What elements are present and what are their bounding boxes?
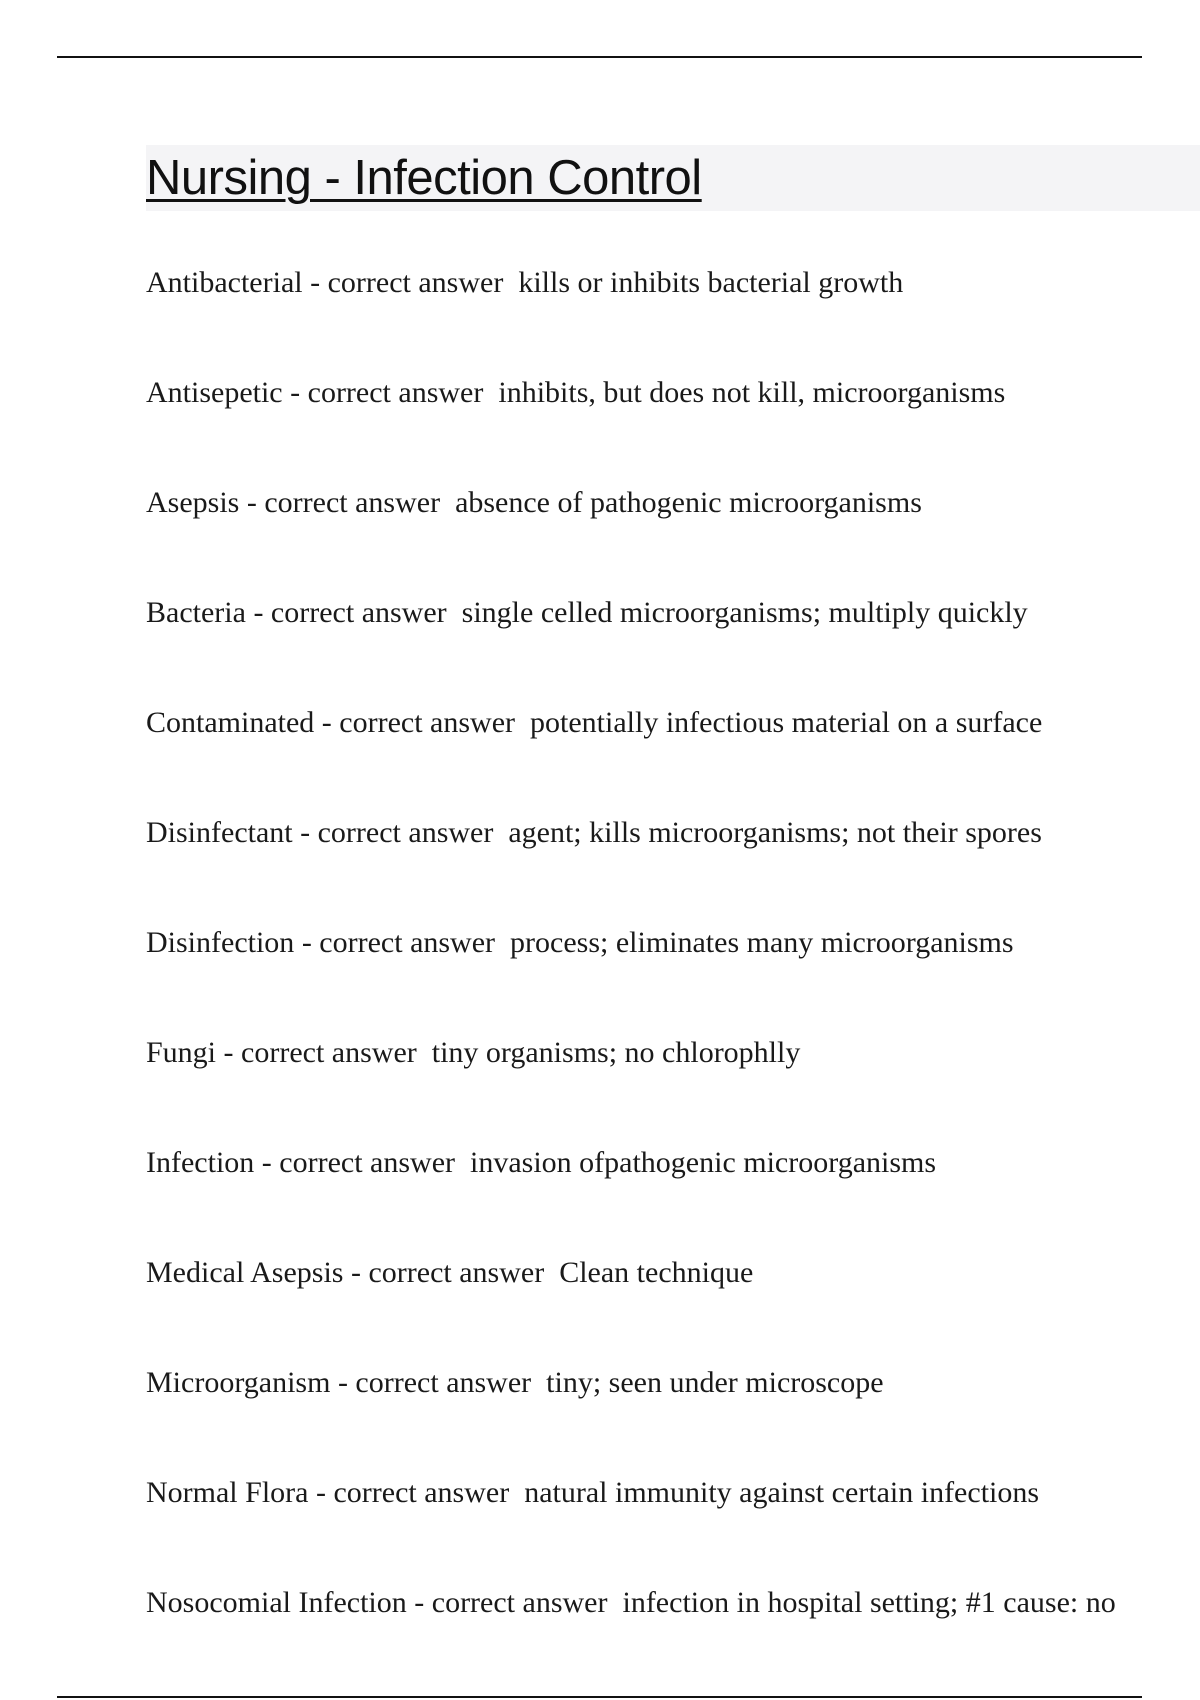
entry-definition: agent; kills microorganisms; not their spores: [508, 816, 1042, 849]
entry-term: Nosocomial Infection: [146, 1586, 407, 1619]
entry-definition: absence of pathogenic microorganisms: [455, 486, 922, 519]
entry-term: Fungi: [146, 1036, 217, 1069]
flashcard-entry: [146, 1138, 1200, 1248]
flashcard-entry: [146, 1468, 1200, 1578]
top-rule: [57, 56, 1142, 58]
entry-definition: process; eliminates many microorganisms: [510, 926, 1014, 959]
entry-term: Antisepetic: [146, 376, 283, 409]
entry-separator: - correct answer: [294, 926, 511, 959]
flashcard-entry: [146, 368, 1200, 478]
entry-term: Normal Flora: [146, 1476, 309, 1509]
entry-definition: invasion ofpathogenic microorganisms: [470, 1146, 937, 1179]
entry-term: Disinfection: [146, 926, 295, 959]
entry-definition: inhibits, but does not kill, microorganisms: [498, 376, 1006, 409]
flashcard-entry: [146, 698, 1200, 808]
flashcard-entry: [146, 478, 1200, 588]
flashcard-entry: [146, 808, 1200, 918]
bottom-rule: [57, 1696, 1142, 1698]
entry-separator: - correct answer: [343, 1256, 560, 1289]
entry-definition: infection in hospital setting; #1 cause: no: [622, 1586, 1116, 1619]
entry-separator: - correct answer: [216, 1036, 432, 1069]
entry-term: Antibacterial: [146, 266, 303, 299]
entry-term: Disinfectant: [146, 816, 293, 849]
entry-definition: potentially infectious material on a surface: [530, 706, 1043, 739]
flashcard-entry: [146, 588, 1200, 698]
entry-separator: - correct answer: [314, 706, 531, 739]
entry-separator: - correct answer: [406, 1586, 623, 1619]
entry-term: Microorganism: [146, 1366, 331, 1399]
entry-definition: Clean technique: [559, 1256, 754, 1289]
entry-separator: - correct answer: [330, 1366, 547, 1399]
entry-term: Medical Asepsis: [146, 1256, 344, 1289]
entry-separator: - correct answer: [308, 1476, 525, 1509]
flashcard-entry: [146, 1028, 1200, 1138]
entry-definition: tiny organisms; no chlorophlly: [431, 1036, 801, 1069]
entry-term: Bacteria: [146, 596, 246, 629]
flashcard-entry: [146, 1358, 1200, 1468]
entry-term: Asepsis: [146, 486, 240, 519]
entry-term: Infection: [146, 1146, 255, 1179]
flashcard-entry: [146, 1578, 1200, 1688]
entry-separator: - correct answer: [282, 376, 499, 409]
entry-definition: natural immunity against certain infections: [524, 1476, 1040, 1509]
entry-separator: - correct answer: [302, 266, 519, 299]
entry-definition: kills or inhibits bacterial growth: [518, 266, 904, 299]
page-title: Nursing - Infection Control: [146, 151, 702, 205]
flashcard-entry: [146, 1248, 1200, 1358]
flashcard-entry: [146, 258, 1200, 368]
entry-separator: - correct answer: [245, 596, 462, 629]
entry-separator: - correct answer: [254, 1146, 470, 1179]
entry-definition: single celled microorganisms; multiply quickly: [461, 596, 1028, 629]
entry-term: Contaminated: [146, 706, 315, 739]
flashcard-list: [146, 258, 1200, 1688]
entry-separator: - correct answer: [292, 816, 509, 849]
entry-separator: - correct answer: [239, 486, 456, 519]
entry-definition: tiny; seen under microscope: [546, 1366, 884, 1399]
flashcard-entry: [146, 918, 1200, 1028]
